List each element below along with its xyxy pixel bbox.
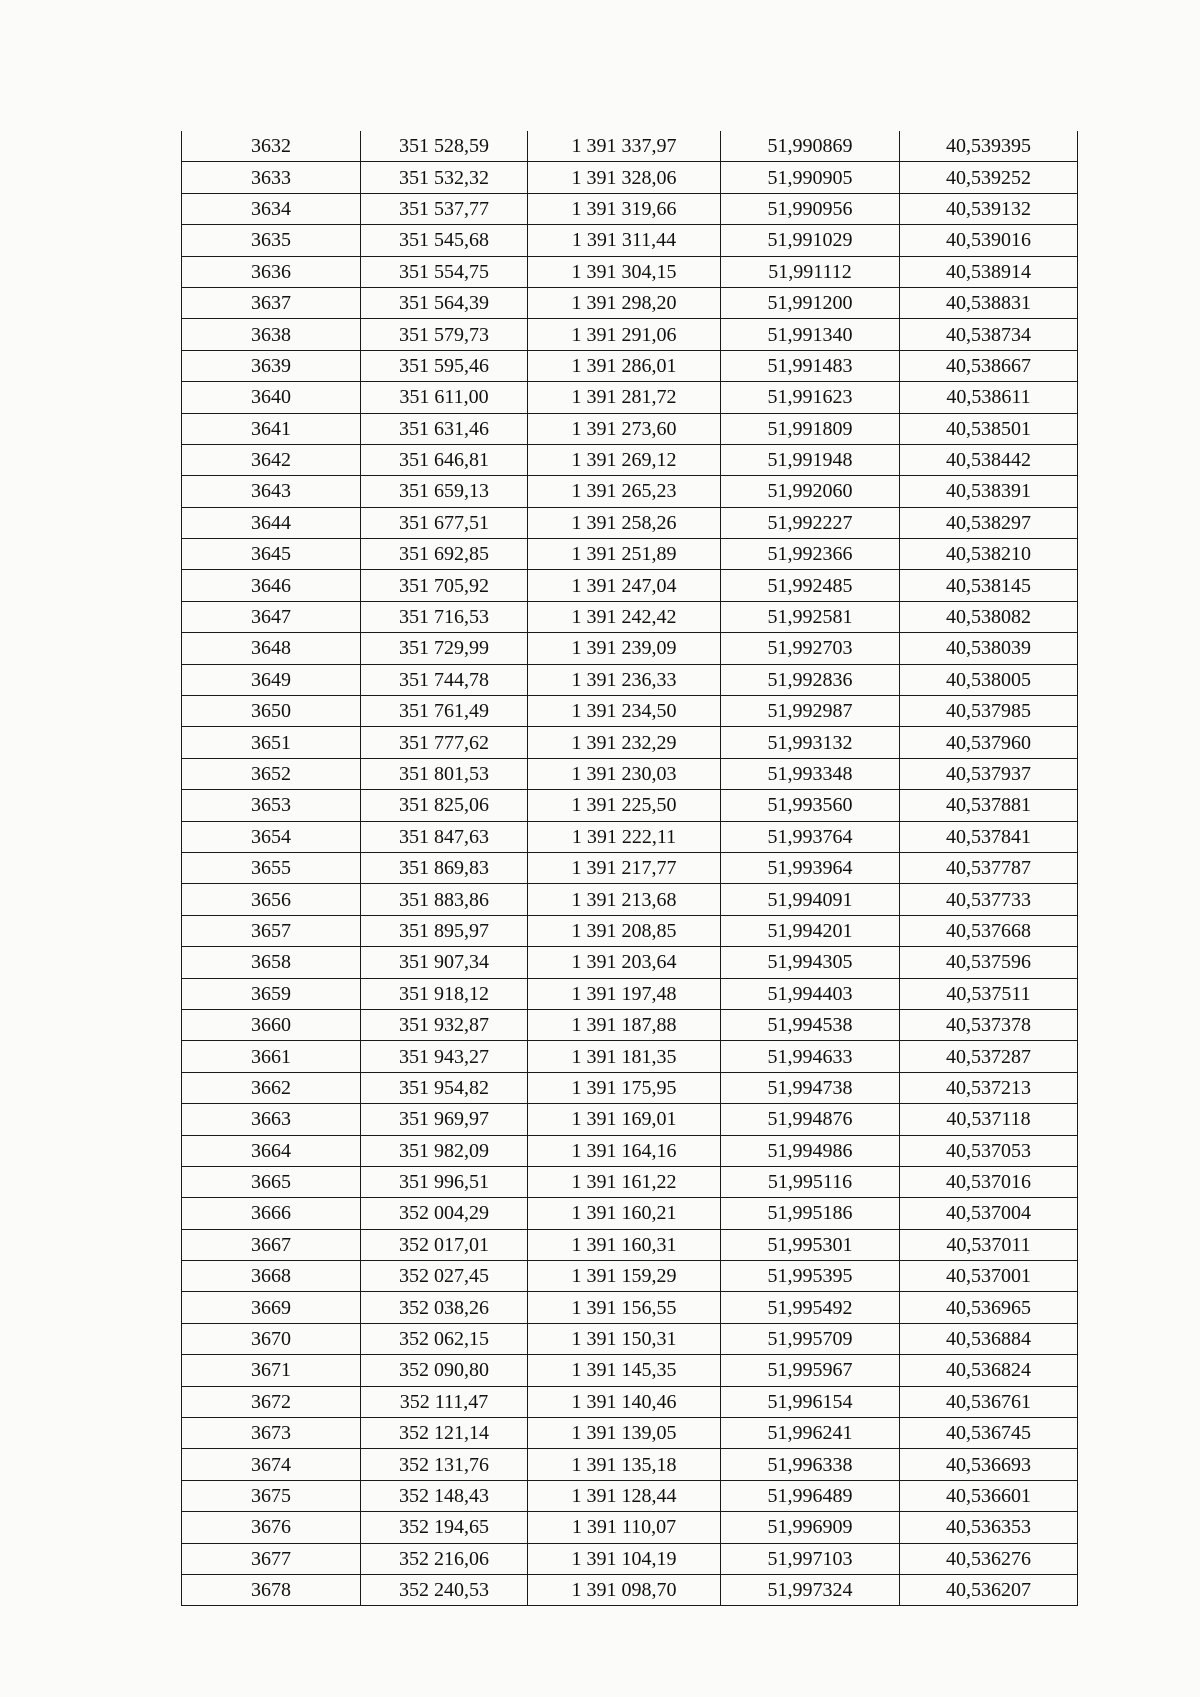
- y-coordinate-cell: 1 391 104,19: [528, 1543, 721, 1574]
- point-number-cell: 3648: [182, 633, 361, 664]
- longitude-cell: 40,536965: [900, 1292, 1078, 1323]
- latitude-cell: 51,992366: [721, 539, 900, 570]
- point-number-cell: 3673: [182, 1418, 361, 1449]
- y-coordinate-cell: 1 391 145,35: [528, 1355, 721, 1386]
- longitude-cell: 40,536353: [900, 1512, 1078, 1543]
- x-coordinate-cell: 351 954,82: [361, 1072, 528, 1103]
- table-row: [182, 1009, 1078, 1040]
- point-number-cell: 3663: [182, 1104, 361, 1135]
- y-coordinate-cell: 1 391 222,11: [528, 821, 721, 852]
- longitude-cell: 40,536884: [900, 1323, 1078, 1354]
- x-coordinate-cell: 351 761,49: [361, 696, 528, 727]
- latitude-cell: 51,995395: [721, 1261, 900, 1292]
- y-coordinate-cell: 1 391 286,01: [528, 350, 721, 381]
- longitude-cell: 40,539395: [900, 131, 1078, 162]
- x-coordinate-cell: 351 705,92: [361, 570, 528, 601]
- latitude-cell: 51,991112: [721, 256, 900, 287]
- table-row: [182, 696, 1078, 727]
- latitude-cell: 51,996241: [721, 1418, 900, 1449]
- y-coordinate-cell: 1 391 236,33: [528, 664, 721, 695]
- table-row: [182, 1543, 1078, 1574]
- x-coordinate-cell: 351 982,09: [361, 1135, 528, 1166]
- latitude-cell: 51,994091: [721, 884, 900, 915]
- latitude-cell: 51,996338: [721, 1449, 900, 1480]
- table-row: [182, 884, 1078, 915]
- x-coordinate-cell: 351 943,27: [361, 1041, 528, 1072]
- x-coordinate-cell: 351 595,46: [361, 350, 528, 381]
- latitude-cell: 51,995301: [721, 1229, 900, 1260]
- x-coordinate-cell: 352 131,76: [361, 1449, 528, 1480]
- longitude-cell: 40,537881: [900, 790, 1078, 821]
- coordinates-table-body: [182, 131, 1078, 1606]
- y-coordinate-cell: 1 391 135,18: [528, 1449, 721, 1480]
- table-row: [182, 382, 1078, 413]
- y-coordinate-cell: 1 391 156,55: [528, 1292, 721, 1323]
- x-coordinate-cell: 352 017,01: [361, 1229, 528, 1260]
- y-coordinate-cell: 1 391 098,70: [528, 1574, 721, 1605]
- latitude-cell: 51,992836: [721, 664, 900, 695]
- latitude-cell: 51,991483: [721, 350, 900, 381]
- longitude-cell: 40,538082: [900, 601, 1078, 632]
- coordinates-table: [181, 131, 1078, 1606]
- x-coordinate-cell: 351 996,51: [361, 1166, 528, 1197]
- latitude-cell: 51,994876: [721, 1104, 900, 1135]
- latitude-cell: 51,992060: [721, 476, 900, 507]
- x-coordinate-cell: 351 729,99: [361, 633, 528, 664]
- latitude-cell: 51,995967: [721, 1355, 900, 1386]
- y-coordinate-cell: 1 391 230,03: [528, 758, 721, 789]
- point-number-cell: 3646: [182, 570, 361, 601]
- x-coordinate-cell: 351 744,78: [361, 664, 528, 695]
- point-number-cell: 3651: [182, 727, 361, 758]
- latitude-cell: 51,996489: [721, 1480, 900, 1511]
- x-coordinate-cell: 351 677,51: [361, 507, 528, 538]
- y-coordinate-cell: 1 391 140,46: [528, 1386, 721, 1417]
- longitude-cell: 40,537001: [900, 1261, 1078, 1292]
- point-number-cell: 3670: [182, 1323, 361, 1354]
- table-row: [182, 790, 1078, 821]
- x-coordinate-cell: 351 545,68: [361, 225, 528, 256]
- x-coordinate-cell: 351 883,86: [361, 884, 528, 915]
- y-coordinate-cell: 1 391 161,22: [528, 1166, 721, 1197]
- y-coordinate-cell: 1 391 281,72: [528, 382, 721, 413]
- x-coordinate-cell: 351 646,81: [361, 444, 528, 475]
- point-number-cell: 3645: [182, 539, 361, 570]
- point-number-cell: 3634: [182, 193, 361, 224]
- x-coordinate-cell: 352 111,47: [361, 1386, 528, 1417]
- y-coordinate-cell: 1 391 159,29: [528, 1261, 721, 1292]
- latitude-cell: 51,992987: [721, 696, 900, 727]
- table-row: [182, 225, 1078, 256]
- point-number-cell: 3640: [182, 382, 361, 413]
- point-number-cell: 3659: [182, 978, 361, 1009]
- point-number-cell: 3662: [182, 1072, 361, 1103]
- point-number-cell: 3658: [182, 947, 361, 978]
- longitude-cell: 40,538501: [900, 413, 1078, 444]
- point-number-cell: 3669: [182, 1292, 361, 1323]
- latitude-cell: 51,993560: [721, 790, 900, 821]
- longitude-cell: 40,537287: [900, 1041, 1078, 1072]
- latitude-cell: 51,992703: [721, 633, 900, 664]
- table-row: [182, 1574, 1078, 1605]
- x-coordinate-cell: 351 528,59: [361, 131, 528, 162]
- x-coordinate-cell: 351 907,34: [361, 947, 528, 978]
- y-coordinate-cell: 1 391 239,09: [528, 633, 721, 664]
- y-coordinate-cell: 1 391 208,85: [528, 915, 721, 946]
- latitude-cell: 51,993764: [721, 821, 900, 852]
- table-row: [182, 256, 1078, 287]
- x-coordinate-cell: 351 969,97: [361, 1104, 528, 1135]
- x-coordinate-cell: 351 895,97: [361, 915, 528, 946]
- latitude-cell: 51,990956: [721, 193, 900, 224]
- y-coordinate-cell: 1 391 217,77: [528, 852, 721, 883]
- point-number-cell: 3638: [182, 319, 361, 350]
- longitude-cell: 40,537668: [900, 915, 1078, 946]
- y-coordinate-cell: 1 391 169,01: [528, 1104, 721, 1135]
- y-coordinate-cell: 1 391 311,44: [528, 225, 721, 256]
- y-coordinate-cell: 1 391 265,23: [528, 476, 721, 507]
- x-coordinate-cell: 352 240,53: [361, 1574, 528, 1605]
- point-number-cell: 3668: [182, 1261, 361, 1292]
- table-row: [182, 444, 1078, 475]
- x-coordinate-cell: 351 692,85: [361, 539, 528, 570]
- y-coordinate-cell: 1 391 251,89: [528, 539, 721, 570]
- y-coordinate-cell: 1 391 175,95: [528, 1072, 721, 1103]
- latitude-cell: 51,994305: [721, 947, 900, 978]
- table-row: [182, 915, 1078, 946]
- table-row: [182, 821, 1078, 852]
- table-row: [182, 162, 1078, 193]
- longitude-cell: 40,538005: [900, 664, 1078, 695]
- table-row: [182, 1449, 1078, 1480]
- y-coordinate-cell: 1 391 225,50: [528, 790, 721, 821]
- x-coordinate-cell: 352 121,14: [361, 1418, 528, 1449]
- longitude-cell: 40,536745: [900, 1418, 1078, 1449]
- point-number-cell: 3643: [182, 476, 361, 507]
- point-number-cell: 3677: [182, 1543, 361, 1574]
- y-coordinate-cell: 1 391 269,12: [528, 444, 721, 475]
- longitude-cell: 40,538442: [900, 444, 1078, 475]
- longitude-cell: 40,536601: [900, 1480, 1078, 1511]
- point-number-cell: 3653: [182, 790, 361, 821]
- point-number-cell: 3649: [182, 664, 361, 695]
- x-coordinate-cell: 351 801,53: [361, 758, 528, 789]
- longitude-cell: 40,537937: [900, 758, 1078, 789]
- longitude-cell: 40,537960: [900, 727, 1078, 758]
- longitude-cell: 40,538210: [900, 539, 1078, 570]
- point-number-cell: 3654: [182, 821, 361, 852]
- y-coordinate-cell: 1 391 273,60: [528, 413, 721, 444]
- table-row: [182, 1072, 1078, 1103]
- table-row: [182, 319, 1078, 350]
- latitude-cell: 51,992227: [721, 507, 900, 538]
- y-coordinate-cell: 1 391 213,68: [528, 884, 721, 915]
- table-row: [182, 758, 1078, 789]
- table-row: [182, 1418, 1078, 1449]
- longitude-cell: 40,537016: [900, 1166, 1078, 1197]
- table-row: [182, 1261, 1078, 1292]
- table-row: [182, 947, 1078, 978]
- latitude-cell: 51,996909: [721, 1512, 900, 1543]
- longitude-cell: 40,538297: [900, 507, 1078, 538]
- table-row: [182, 1104, 1078, 1135]
- latitude-cell: 51,991948: [721, 444, 900, 475]
- table-row: [182, 1198, 1078, 1229]
- longitude-cell: 40,536824: [900, 1355, 1078, 1386]
- point-number-cell: 3647: [182, 601, 361, 632]
- x-coordinate-cell: 351 564,39: [361, 287, 528, 318]
- y-coordinate-cell: 1 391 203,64: [528, 947, 721, 978]
- latitude-cell: 51,993964: [721, 852, 900, 883]
- point-number-cell: 3633: [182, 162, 361, 193]
- point-number-cell: 3674: [182, 1449, 361, 1480]
- latitude-cell: 51,994538: [721, 1009, 900, 1040]
- point-number-cell: 3641: [182, 413, 361, 444]
- y-coordinate-cell: 1 391 150,31: [528, 1323, 721, 1354]
- x-coordinate-cell: 351 631,46: [361, 413, 528, 444]
- y-coordinate-cell: 1 391 247,04: [528, 570, 721, 601]
- x-coordinate-cell: 351 932,87: [361, 1009, 528, 1040]
- y-coordinate-cell: 1 391 160,21: [528, 1198, 721, 1229]
- latitude-cell: 51,991029: [721, 225, 900, 256]
- point-number-cell: 3678: [182, 1574, 361, 1605]
- point-number-cell: 3676: [182, 1512, 361, 1543]
- latitude-cell: 51,997103: [721, 1543, 900, 1574]
- longitude-cell: 40,537841: [900, 821, 1078, 852]
- y-coordinate-cell: 1 391 110,07: [528, 1512, 721, 1543]
- longitude-cell: 40,536693: [900, 1449, 1078, 1480]
- longitude-cell: 40,536761: [900, 1386, 1078, 1417]
- y-coordinate-cell: 1 391 139,05: [528, 1418, 721, 1449]
- point-number-cell: 3666: [182, 1198, 361, 1229]
- longitude-cell: 40,537596: [900, 947, 1078, 978]
- longitude-cell: 40,536276: [900, 1543, 1078, 1574]
- y-coordinate-cell: 1 391 197,48: [528, 978, 721, 1009]
- longitude-cell: 40,537053: [900, 1135, 1078, 1166]
- table-row: [182, 507, 1078, 538]
- point-number-cell: 3632: [182, 131, 361, 162]
- longitude-cell: 40,539252: [900, 162, 1078, 193]
- point-number-cell: 3671: [182, 1355, 361, 1386]
- latitude-cell: 51,997324: [721, 1574, 900, 1605]
- x-coordinate-cell: 352 148,43: [361, 1480, 528, 1511]
- y-coordinate-cell: 1 391 181,35: [528, 1041, 721, 1072]
- table-row: [182, 193, 1078, 224]
- table-row: [182, 1135, 1078, 1166]
- latitude-cell: 51,992485: [721, 570, 900, 601]
- longitude-cell: 40,537511: [900, 978, 1078, 1009]
- latitude-cell: 51,993132: [721, 727, 900, 758]
- point-number-cell: 3656: [182, 884, 361, 915]
- x-coordinate-cell: 352 038,26: [361, 1292, 528, 1323]
- x-coordinate-cell: 352 027,45: [361, 1261, 528, 1292]
- latitude-cell: 51,992581: [721, 601, 900, 632]
- y-coordinate-cell: 1 391 319,66: [528, 193, 721, 224]
- latitude-cell: 51,991809: [721, 413, 900, 444]
- longitude-cell: 40,537985: [900, 696, 1078, 727]
- latitude-cell: 51,993348: [721, 758, 900, 789]
- y-coordinate-cell: 1 391 232,29: [528, 727, 721, 758]
- x-coordinate-cell: 352 194,65: [361, 1512, 528, 1543]
- table-row: [182, 601, 1078, 632]
- y-coordinate-cell: 1 391 160,31: [528, 1229, 721, 1260]
- table-row: [182, 1386, 1078, 1417]
- latitude-cell: 51,994403: [721, 978, 900, 1009]
- point-number-cell: 3661: [182, 1041, 361, 1072]
- longitude-cell: 40,539016: [900, 225, 1078, 256]
- latitude-cell: 51,994633: [721, 1041, 900, 1072]
- latitude-cell: 51,991623: [721, 382, 900, 413]
- point-number-cell: 3652: [182, 758, 361, 789]
- table-row: [182, 633, 1078, 664]
- x-coordinate-cell: 351 579,73: [361, 319, 528, 350]
- y-coordinate-cell: 1 391 128,44: [528, 1480, 721, 1511]
- x-coordinate-cell: 351 847,63: [361, 821, 528, 852]
- point-number-cell: 3644: [182, 507, 361, 538]
- y-coordinate-cell: 1 391 164,16: [528, 1135, 721, 1166]
- table-row: [182, 413, 1078, 444]
- table-row: [182, 1480, 1078, 1511]
- point-number-cell: 3636: [182, 256, 361, 287]
- y-coordinate-cell: 1 391 242,42: [528, 601, 721, 632]
- y-coordinate-cell: 1 391 298,20: [528, 287, 721, 318]
- longitude-cell: 40,537213: [900, 1072, 1078, 1103]
- longitude-cell: 40,538914: [900, 256, 1078, 287]
- longitude-cell: 40,538831: [900, 287, 1078, 318]
- x-coordinate-cell: 351 532,32: [361, 162, 528, 193]
- x-coordinate-cell: 351 611,00: [361, 382, 528, 413]
- x-coordinate-cell: 352 090,80: [361, 1355, 528, 1386]
- x-coordinate-cell: 351 554,75: [361, 256, 528, 287]
- x-coordinate-cell: 351 918,12: [361, 978, 528, 1009]
- y-coordinate-cell: 1 391 234,50: [528, 696, 721, 727]
- table-row: [182, 852, 1078, 883]
- table-row: [182, 1041, 1078, 1072]
- table-row: [182, 1355, 1078, 1386]
- point-number-cell: 3642: [182, 444, 361, 475]
- point-number-cell: 3639: [182, 350, 361, 381]
- point-number-cell: 3655: [182, 852, 361, 883]
- x-coordinate-cell: 351 537,77: [361, 193, 528, 224]
- longitude-cell: 40,538667: [900, 350, 1078, 381]
- x-coordinate-cell: 352 216,06: [361, 1543, 528, 1574]
- latitude-cell: 51,995709: [721, 1323, 900, 1354]
- latitude-cell: 51,991340: [721, 319, 900, 350]
- table-row: [182, 1229, 1078, 1260]
- point-number-cell: 3637: [182, 287, 361, 318]
- longitude-cell: 40,538039: [900, 633, 1078, 664]
- point-number-cell: 3650: [182, 696, 361, 727]
- longitude-cell: 40,537378: [900, 1009, 1078, 1040]
- point-number-cell: 3672: [182, 1386, 361, 1417]
- latitude-cell: 51,994201: [721, 915, 900, 946]
- table-row: [182, 727, 1078, 758]
- x-coordinate-cell: 352 062,15: [361, 1323, 528, 1354]
- table-row: [182, 131, 1078, 162]
- x-coordinate-cell: 351 716,53: [361, 601, 528, 632]
- x-coordinate-cell: 351 659,13: [361, 476, 528, 507]
- table-row: [182, 1292, 1078, 1323]
- y-coordinate-cell: 1 391 337,97: [528, 131, 721, 162]
- x-coordinate-cell: 351 777,62: [361, 727, 528, 758]
- longitude-cell: 40,539132: [900, 193, 1078, 224]
- point-number-cell: 3675: [182, 1480, 361, 1511]
- longitude-cell: 40,538391: [900, 476, 1078, 507]
- longitude-cell: 40,537787: [900, 852, 1078, 883]
- longitude-cell: 40,537004: [900, 1198, 1078, 1229]
- table-row: [182, 287, 1078, 318]
- table-row: [182, 350, 1078, 381]
- y-coordinate-cell: 1 391 291,06: [528, 319, 721, 350]
- latitude-cell: 51,995186: [721, 1198, 900, 1229]
- x-coordinate-cell: 352 004,29: [361, 1198, 528, 1229]
- latitude-cell: 51,994738: [721, 1072, 900, 1103]
- longitude-cell: 40,537118: [900, 1104, 1078, 1135]
- table-row: [182, 664, 1078, 695]
- y-coordinate-cell: 1 391 258,26: [528, 507, 721, 538]
- y-coordinate-cell: 1 391 187,88: [528, 1009, 721, 1040]
- latitude-cell: 51,990869: [721, 131, 900, 162]
- table-row: [182, 570, 1078, 601]
- table-row: [182, 476, 1078, 507]
- longitude-cell: 40,538611: [900, 382, 1078, 413]
- table-row: [182, 1166, 1078, 1197]
- point-number-cell: 3660: [182, 1009, 361, 1040]
- longitude-cell: 40,538145: [900, 570, 1078, 601]
- latitude-cell: 51,995116: [721, 1166, 900, 1197]
- point-number-cell: 3664: [182, 1135, 361, 1166]
- latitude-cell: 51,996154: [721, 1386, 900, 1417]
- point-number-cell: 3657: [182, 915, 361, 946]
- longitude-cell: 40,536207: [900, 1574, 1078, 1605]
- point-number-cell: 3635: [182, 225, 361, 256]
- table-row: [182, 1512, 1078, 1543]
- point-number-cell: 3665: [182, 1166, 361, 1197]
- y-coordinate-cell: 1 391 304,15: [528, 256, 721, 287]
- y-coordinate-cell: 1 391 328,06: [528, 162, 721, 193]
- table-row: [182, 1323, 1078, 1354]
- x-coordinate-cell: 351 825,06: [361, 790, 528, 821]
- longitude-cell: 40,537011: [900, 1229, 1078, 1260]
- longitude-cell: 40,538734: [900, 319, 1078, 350]
- point-number-cell: 3667: [182, 1229, 361, 1260]
- latitude-cell: 51,991200: [721, 287, 900, 318]
- latitude-cell: 51,990905: [721, 162, 900, 193]
- longitude-cell: 40,537733: [900, 884, 1078, 915]
- latitude-cell: 51,994986: [721, 1135, 900, 1166]
- x-coordinate-cell: 351 869,83: [361, 852, 528, 883]
- table-row: [182, 539, 1078, 570]
- table-row: [182, 978, 1078, 1009]
- latitude-cell: 51,995492: [721, 1292, 900, 1323]
